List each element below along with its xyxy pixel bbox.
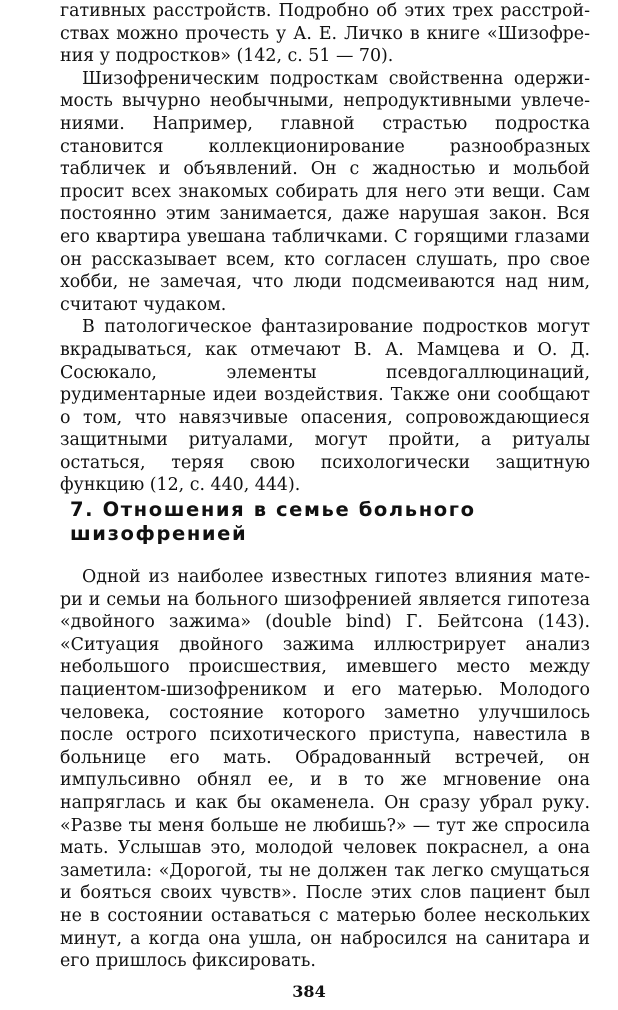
- paragraph-obsession: Шизофреническим подросткам свойственна одержимость вычурно необычными, непродуктивными увлечениями. Например, главной страстью подростка становится коллекционирование разнообразных табличек и объявлений. Он с жадностью и мольбой просит всех знакомых собирать для него эти вещи. Сам постоянно этим занимается, даже нарушая закон. Вся его квартира увешана табличками. С горящими глазами он рассказывает всем, кто согласен слушать, про свое хобби, не замечая, что люди подсмеиваются над ним, считают чудаком.: [60, 68, 590, 315]
- paragraph-continuation: гативных расстройств. Подробно об этих трех расстройствах можно прочесть у А. Е. Личко в книге «Шизофрения у подростков» (142, с. 51 — 70).: [60, 1, 590, 67]
- page-number: 384: [292, 982, 326, 1001]
- paragraph-double-bind: Одной из наиболее известных гипотез влияния матери и семьи на больного шизофренией является гипотеза «двойного зажима» (double bind) Г. Бейтсона (143). «Ситуация двойного зажима иллюстрирует анализ небольшого происшествия, имевшего место между пациентом-шизофреником и его матерью. Молодого человека, состояние которого заметно улучшилось после острого психотического приступа, навестила в больнице его мать. Обрадованный встречей, он импульсивно обнял ее, и в то же мгновение она напряглась и как бы окаменела. Он сразу убрал руку. «Разве ты меня больше не любишь?» — тут же спросила мать. Услышав это, молодой человек покраснел, а она заметила: «Дорогой, ты не должен так легко смущаться и бояться своих чувств». После этих слов пациент был не в состоянии оставаться с матерью более нескольких минут, а когда она ушла, он набросился на санитара и его пришлось фиксировать.: [60, 567, 590, 972]
- page-body-section: [60, 566, 590, 973]
- paragraph-fantasizing: В патологическое фантазирование подростков могут вкрадываться, как отмечают В. А. Мамцева и О. Д. Сосюкало, элементы псевдогаллюцинаций, рудиментарные идеи воздействия. Также они сообщают о том, что навязчивые опасения, сопровождающиеся защитными ритуалами, могут пройти, а ритуалы остаться, теряя свою психологически защитную функцию (12, с. 440, 444).: [60, 317, 590, 496]
- section-heading: 7. Отношения в семье больного шизофренией: [70, 498, 476, 545]
- page-body-top: [60, 0, 590, 497]
